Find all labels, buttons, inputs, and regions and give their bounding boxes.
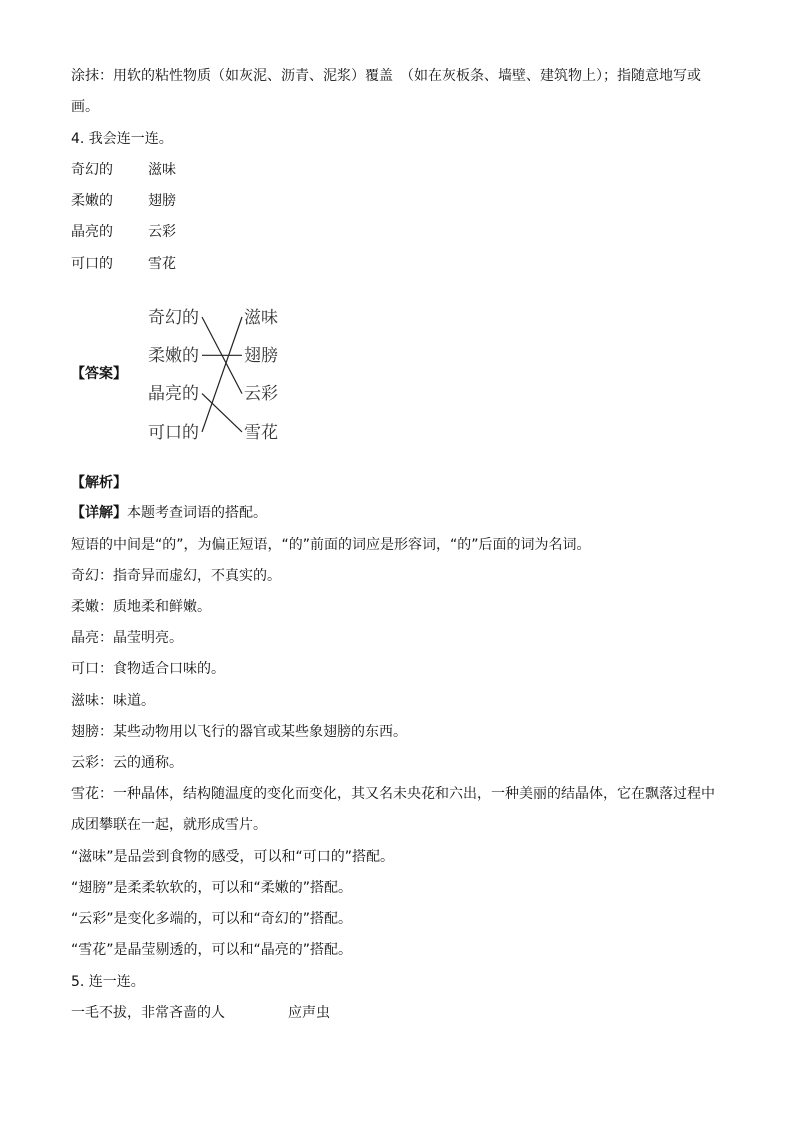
detail-label: 【详解】 <box>71 505 127 521</box>
q4-left-1: 奇幻的 <box>71 162 113 178</box>
analysis-line: 云彩：云的通称。 <box>71 755 183 771</box>
q4-left-2: 柔嫩的 <box>71 193 113 209</box>
answer-label: 【答案】 <box>71 366 127 382</box>
q4-right-1: 滋味 <box>148 162 176 178</box>
answer-left-2: 柔嫩的 <box>148 346 199 366</box>
analysis-line: 翅膀：某些动物用以飞行的器官或某些象翅膀的东西。 <box>71 724 407 740</box>
q4-left-4: 可口的 <box>71 256 113 272</box>
analysis-line: 柔嫩：质地柔和鲜嫩。 <box>71 599 211 615</box>
analysis-line: 可口：食物适合口味的。 <box>71 661 225 677</box>
intro-line-2: 画。 <box>71 99 99 115</box>
analysis-line: 雪花：一种晶体，结构随温度的变化而变化，其又名未央花和六出，一种美丽的结晶体，它在飘落过程中 <box>71 786 715 802</box>
q5-title: 5. 连一连。 <box>71 974 145 990</box>
analysis-label: 【解析】 <box>71 475 127 491</box>
analysis-line: 滋味：味道。 <box>71 693 155 709</box>
q5-left: 一毛不拔，非常吝啬的人 <box>71 1005 225 1021</box>
analysis-line: 晶亮：晶莹明亮。 <box>71 630 183 646</box>
answer-left-4: 可口的 <box>148 423 199 443</box>
q4-title: 4. 我会连一连。 <box>71 131 173 147</box>
answer-right-4: 雪花 <box>244 423 278 443</box>
answer-right-2: 翅膀 <box>244 346 278 366</box>
match-line-3 <box>202 394 242 432</box>
answer-left-1: 奇幻的 <box>148 308 199 328</box>
q4-right-2: 翅膀 <box>148 193 176 209</box>
answer-right-3: 云彩 <box>244 384 278 404</box>
analysis-line: 短语的中间是“的”，为偏正短语，“的”前面的词应是形容词，“的”后面的词为名词。 <box>71 537 591 553</box>
analysis-detail <box>71 503 267 523</box>
match-line-4 <box>202 317 242 432</box>
q4-right-3: 云彩 <box>148 224 176 240</box>
analysis-line: “云彩”是变化多端的，可以和“奇幻的”搭配。 <box>71 911 353 927</box>
analysis-line: 奇幻：指奇异而虚幻，不真实的。 <box>71 568 281 584</box>
q5-right: 应声虫 <box>288 1005 330 1021</box>
q4-right-4: 雪花 <box>148 256 176 272</box>
answer-matching-figure <box>140 298 300 448</box>
detail-text: 本题考查词语的搭配。 <box>127 505 267 521</box>
q4-left-3: 晶亮的 <box>71 224 113 240</box>
analysis-line: 成团攀联在一起，就形成雪片。 <box>71 817 267 833</box>
analysis-line: “雪花”是晶莹剔透的，可以和“晶亮的”搭配。 <box>71 942 353 958</box>
intro-line-1: 涂抹：用软的粘性物质（如灰泥、沥青、泥浆）覆盖 （如在灰板条、墙壁、建筑物上）；指随意地写或 <box>71 68 701 84</box>
answer-left-3: 晶亮的 <box>148 384 199 404</box>
analysis-line: “滋味”是品尝到食物的感受，可以和“可口的”搭配。 <box>71 849 395 865</box>
answer-right-1: 滋味 <box>244 308 278 328</box>
match-lines <box>202 317 242 432</box>
analysis-line: “翅膀”是柔柔软软的，可以和“柔嫩的”搭配。 <box>71 880 353 896</box>
